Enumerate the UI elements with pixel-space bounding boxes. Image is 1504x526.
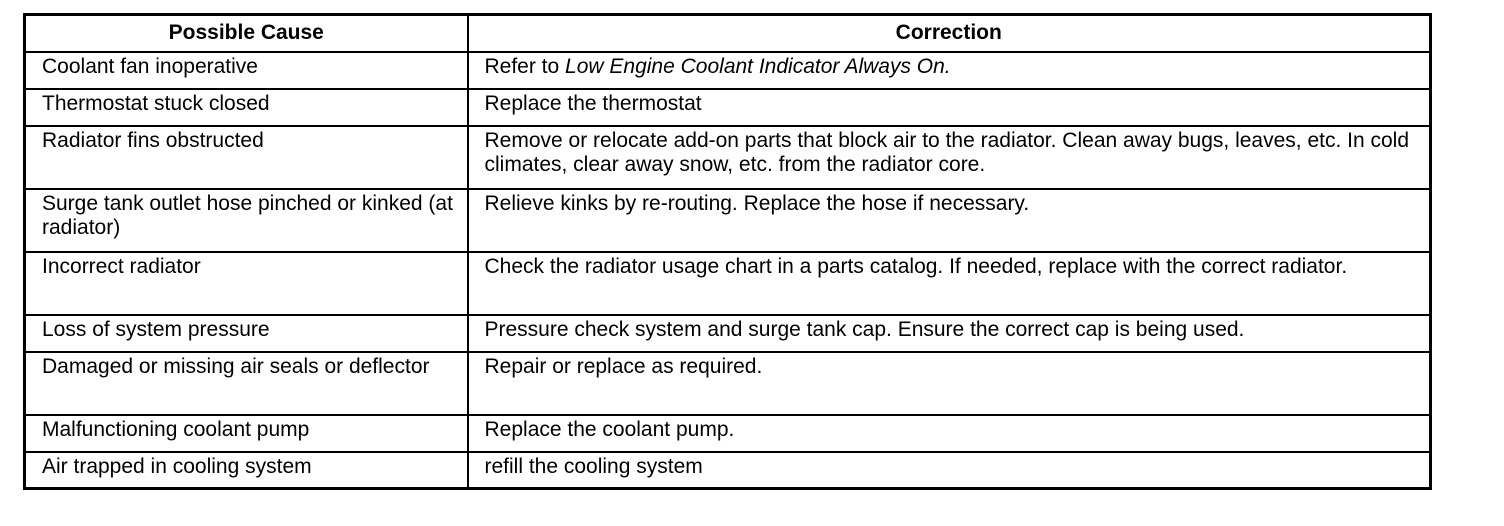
- header-row: [25, 15, 1431, 52]
- cause-cell: Radiator fins obstructed: [25, 126, 468, 189]
- table-row: [25, 315, 1431, 352]
- correction-cell: Replace the coolant pump.: [468, 415, 1431, 452]
- table-row: [25, 189, 1431, 252]
- correction-cell: Pressure check system and surge tank cap. Ensure the correct cap is being used.: [468, 315, 1431, 352]
- table-header: [25, 15, 1431, 52]
- cause-cell: Malfunctioning coolant pump: [25, 415, 468, 452]
- table-row: [25, 89, 1431, 126]
- header-correction: Correction: [468, 15, 1431, 52]
- table-body: [25, 52, 1431, 489]
- header-possible-cause: Possible Cause: [25, 15, 468, 52]
- table-row: [25, 52, 1431, 89]
- table-row: [25, 352, 1431, 415]
- cause-cell: Coolant fan inoperative: [25, 52, 468, 89]
- cause-cell: Loss of system pressure: [25, 315, 468, 352]
- correction-cell: Repair or replace as required.: [468, 352, 1431, 415]
- cause-cell: Thermostat stuck closed: [25, 89, 468, 126]
- table-row: [25, 252, 1431, 315]
- cause-cell: Air trapped in cooling system: [25, 452, 468, 489]
- correction-cell: refill the cooling system: [468, 452, 1431, 489]
- cause-cell: Damaged or missing air seals or deflector: [25, 352, 468, 415]
- correction-cell: Remove or relocate add-on parts that block air to the radiator. Clean away bugs, leaves, etc. In cold climates, clear away snow, etc. from the radiator core.: [468, 126, 1431, 189]
- table-row: [25, 126, 1431, 189]
- correction-text: Refer to: [484, 54, 566, 78]
- table-row: [25, 415, 1431, 452]
- cause-cell: Incorrect radiator: [25, 252, 468, 315]
- correction-reference: Low Engine Coolant Indicator Always On.: [565, 54, 951, 78]
- cause-cell: Surge tank outlet hose pinched or kinked (at radiator): [25, 189, 468, 252]
- table-row: [25, 452, 1431, 489]
- correction-cell: Replace the thermostat: [468, 89, 1431, 126]
- correction-cell: Relieve kinks by re-routing. Replace the hose if necessary.: [468, 189, 1431, 252]
- correction-cell: [468, 52, 1431, 89]
- troubleshooting-table: [23, 13, 1432, 490]
- correction-cell: Check the radiator usage chart in a parts catalog. If needed, replace with the correct radiator.: [468, 252, 1431, 315]
